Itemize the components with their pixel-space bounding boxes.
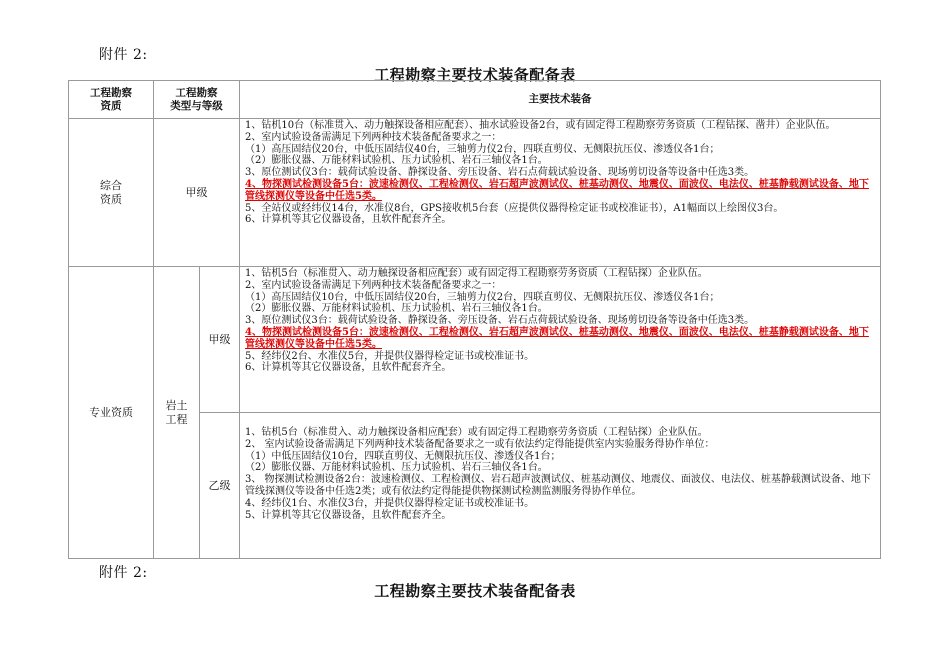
header-equipment: 主要技术装备: [240, 81, 881, 119]
attachment-label: 附件 2:: [99, 47, 148, 63]
footer-title: 工程勘察主要技术装备配备表: [374, 582, 576, 600]
highlighted-requirement: 4、物探测试检测设备5台：波速检测仪、工程检测仪、岩石超声波测试仪、桩基动测仪、地震仪、面波仪、电法仪、桩基静载测试设备、地下管线探测仪等设备中任选5类。: [245, 326, 869, 350]
qualification-professional: 专业资质: [69, 267, 154, 559]
qualification-comprehensive: 综合 资质: [69, 119, 154, 267]
footer-attachment-label: 附件 2:: [99, 565, 148, 581]
table-row-comprehensive: [69, 119, 881, 267]
equipment-comprehensive: 1、钻机10台（标准贯入、动力触探设备相应配套）、抽水试验设备2台，或有固定得工程勘察劳务资质（工程钻探、凿井）企业队伍。 2、室内试验设备需满足下列两种技术装备配备要求之一： （1）高压固结仪20台，中低压固结仪40台，三轴剪力仪2台，四联直剪仪、无侧限抗压仪、渗透仪各1台； （2）膨胀仪器、万能材料试验机、压力试验机、岩石三轴仪各1台。 3、原位测试仪3台：载荷试验设备、静探设备、旁压设备、岩石点荷载试验设备、现场剪切设备等设备中任选3类。 4、物探测试检测设备5台：波速检测仪、工程检测仪、岩石超声波测试仪、桩基动测仪、地震仪、面波仪、电法仪、桩基静载测试设备、地下管线探测仪等设备中任选5类。 5、全站仪或经纬仪14台，水准仪8台，GPS接收机5台套（应提供仪器得检定证书或校准证书），A1幅面以上绘图仪3台。 6、计算机等其它仪器设备，且软件配套齐全。: [240, 119, 881, 267]
table-row-professional-a: [69, 267, 881, 413]
equipment-table: [68, 80, 881, 559]
type-geotechnical: 岩土 工程: [154, 267, 200, 559]
header-type-grade: 工程勘察 类型与等级: [154, 81, 240, 119]
grade-professional-a: 甲级: [200, 267, 240, 413]
equipment-professional-b: 1、钻机5台（标准贯入、动力触探设备相应配套）或有固定得工程勘察劳务资质（工程钻探）企业队伍。 2、 室内试验设备需满足下列两种技术装备配备要求之一或有依法约定得能提供室内实验服务得协作单位： （1）中低压固结仪10台，四联直剪仪、无侧限抗压仪、渗透仪各1台； （2）膨胀仪器、万能材料试验机、压力试验机、岩石三轴仪各1台。 3、 物探测试检测设备2台：波速检测仪、工程检测仪、岩石超声波测试仪、桩基动测仪、地震仪、面波仪、电法仪、桩基静载测试设备、地下管线探测仪等设备中任选2类；或有依法约定得能提供物探测试检测监测服务得协作单位。 4、经纬仪1台、水准仪3台，并提供仪器得检定证书或校准证书。 5、计算机等其它仪器设备，且软件配套齐全。: [240, 413, 881, 559]
equipment-professional-a: 1、钻机5台（标准贯入、动力触探设备相应配套）或有固定得工程勘察劳务资质（工程钻探）企业队伍。 2、室内试验设备需满足下列两种技术装备配备要求之一： （1）高压固结仪10台，中低压固结仪20台，三轴剪力仪2台，四联直剪仪、无侧限抗压仪、渗透仪各1台； （2）膨胀仪器、万能材料试验机、压力试验机、岩石三轴仪各1台。 3、原位测试仪3台：载荷试验设备、静探设备、旁压设备、岩石点荷载试验设备、现场剪切设备等设备中任选3类。 4、物探测试检测设备5台：波速检测仪、工程检测仪、岩石超声波测试仪、桩基动测仪、地震仪、面波仪、电法仪、桩基静载测试设备、地下管线探测仪等设备中任选5类。 5、经纬仪2台、水准仪5台，并提供仪器得检定证书或校准证书。 6、计算机等其它仪器设备，且软件配套齐全。: [240, 267, 881, 413]
grade-professional-b: 乙级: [200, 413, 240, 559]
grade-comprehensive: 甲级: [154, 119, 240, 267]
page-title: 工程勘察主要技术装备配备表: [374, 66, 576, 84]
table-header-row: [69, 81, 881, 119]
highlighted-requirement: 4、物探测试检测设备5台：波速检测仪、工程检测仪、岩石超声波测试仪、桩基动测仪、地震仪、面波仪、电法仪、桩基静载测试设备、地下管线探测仪等设备中任选5类。: [245, 178, 869, 202]
header-qualification: 工程勘察 资质: [69, 81, 154, 119]
